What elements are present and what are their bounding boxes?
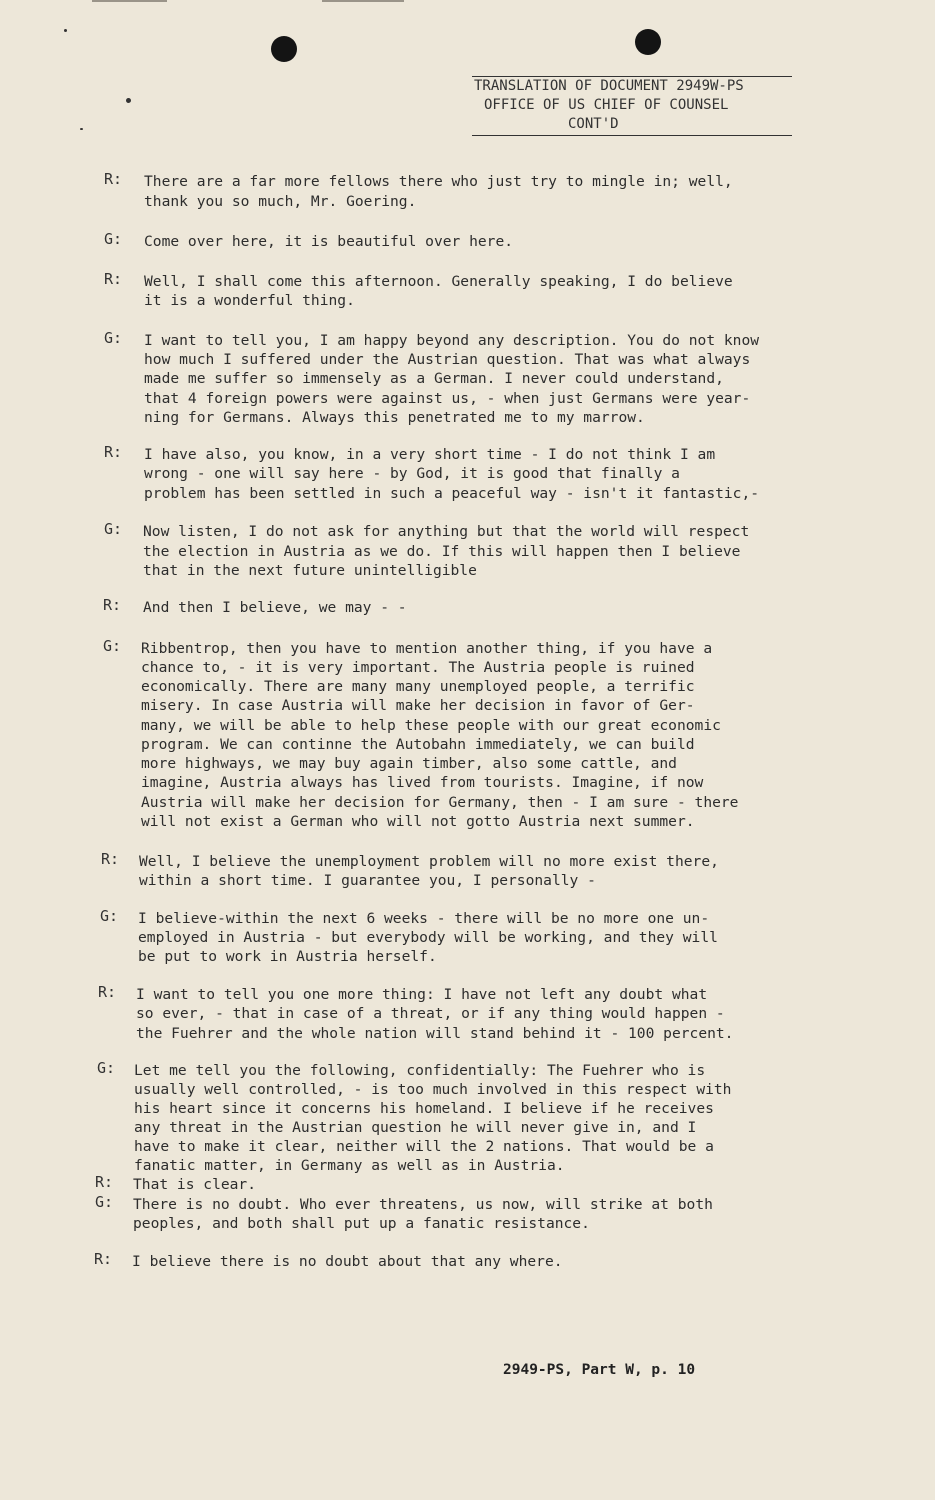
- dialogue-line: program. We can continne the Autobahn immediately, we can build: [141, 736, 695, 753]
- dialogue-line: thank you so much, Mr. Goering.: [144, 193, 417, 210]
- ink-speck: [64, 29, 67, 32]
- dialogue-line: more highways, we may buy again timber, also some cattle, and: [141, 755, 677, 772]
- dialogue-line: it is a wonderful thing.: [144, 292, 355, 309]
- dialogue-line: his heart since it concerns his homeland. I believe if he receives: [134, 1100, 714, 1117]
- dialogue-line: any threat in the Austrian question he will never give in, and I: [134, 1119, 697, 1136]
- dialogue-line: ning for Germans. Always this penetrated me to my marrow.: [144, 409, 645, 426]
- dialogue-line: be put to work in Austria herself.: [138, 948, 437, 965]
- speaker-label: R:: [94, 1250, 113, 1268]
- dialogue-line: Well, I shall come this afternoon. Generally speaking, I do believe: [144, 273, 733, 290]
- page-top-edge: [92, 0, 167, 2]
- dialogue-line: many, we will be able to help these people with our great economic: [141, 717, 721, 734]
- dialogue-line: economically. There are many many unemployed people, a terrific: [141, 678, 695, 695]
- header-continued: CONT'D: [472, 115, 792, 136]
- speaker-label: R:: [101, 850, 120, 868]
- dialogue-line: There are a far more fellows there who just try to mingle in; well,: [144, 173, 733, 190]
- dialogue-line: I want to tell you, I am happy beyond any description. You do not know: [144, 332, 760, 349]
- dialogue-line: imagine, Austria always has lived from tourists. Imagine, if now: [141, 774, 704, 791]
- dialogue-line: have to make it clear, neither will the 2 nations. That would be a: [134, 1138, 714, 1155]
- dialogue-line: I believe there is no doubt about that any where.: [132, 1253, 563, 1270]
- header-title: TRANSLATION OF DOCUMENT 2949W-PS: [472, 76, 792, 96]
- speaker-label: G:: [103, 637, 122, 655]
- dialogue-line: that 4 foreign powers were against us, - when just Germans were year-: [144, 390, 751, 407]
- dialogue-line: problem has been settled in such a peaceful way - isn't it fantastic,-: [144, 485, 760, 502]
- dialogue-line: chance to, - it is very important. The Austria people is ruined: [141, 659, 695, 676]
- speaker-label: G:: [104, 520, 123, 538]
- dialogue-line: Well, I believe the unemployment problem will no more exist there,: [139, 853, 719, 870]
- dialogue-line: the Fuehrer and the whole nation will stand behind it - 100 percent.: [136, 1025, 734, 1042]
- speaker-label: G:: [95, 1193, 114, 1211]
- header-office: OFFICE OF US CHIEF OF COUNSEL: [484, 97, 729, 113]
- dialogue-line: fanatic matter, in Germany as well as in Austria.: [134, 1157, 565, 1174]
- speaker-label: R:: [103, 596, 122, 614]
- speaker-label: G:: [104, 329, 123, 347]
- dialogue-line: usually well controlled, - is too much involved in this respect with: [134, 1081, 732, 1098]
- dialogue-line: how much I suffered under the Austrian question. That was what always: [144, 351, 751, 368]
- dialogue-line: within a short time. I guarantee you, I personally -: [139, 872, 596, 889]
- speaker-label: G:: [100, 907, 119, 925]
- dialogue-line: will not exist a German who will not gotto Austria next summer.: [141, 813, 695, 830]
- speaker-label: R:: [104, 270, 123, 288]
- dialogue-line: Let me tell you the following, confidentially: The Fuehrer who is: [134, 1062, 706, 1079]
- punch-hole: [635, 29, 661, 55]
- dialogue-line: I have also, you know, in a very short time - I do not think I am: [144, 446, 716, 463]
- speaker-label: R:: [98, 983, 117, 1001]
- page-reference: 2949-PS, Part W, p. 10: [503, 1362, 696, 1378]
- dialogue-line: That is clear.: [133, 1176, 257, 1193]
- dialogue-line: I want to tell you one more thing: I have not left any doubt what: [136, 986, 708, 1003]
- dialogue-line: There is no doubt. Who ever threatens, us now, will strike at both: [133, 1196, 713, 1213]
- dialogue-line: I believe-within the next 6 weeks - there will be no more one un-: [138, 910, 710, 927]
- punch-hole: [271, 36, 297, 62]
- dialogue-line: employed in Austria - but everybody will be working, and they will: [138, 929, 718, 946]
- document-header: [472, 76, 792, 136]
- speaker-label: R:: [104, 170, 123, 188]
- page-top-edge: [322, 0, 404, 2]
- speaker-label: R:: [95, 1173, 114, 1191]
- dialogue-line: Austria will make her decision for Germany, then - I am sure - there: [141, 794, 739, 811]
- speaker-label: G:: [97, 1059, 116, 1077]
- dialogue-line: Now listen, I do not ask for anything but that the world will respect: [143, 523, 750, 540]
- dialogue-line: so ever, - that in case of a threat, or if any thing would happen -: [136, 1005, 725, 1022]
- speaker-label: R:: [104, 443, 123, 461]
- dialogue-line: made me suffer so immensely as a German. I never could understand,: [144, 370, 724, 387]
- dialogue-line: Come over here, it is beautiful over here.: [144, 233, 514, 250]
- dialogue-line: wrong - one will say here - by God, it is good that finally a: [144, 465, 680, 482]
- dialogue-line: that in the next future unintelligible: [143, 562, 477, 579]
- dialogue-line: the election in Austria as we do. If this will happen then I believe: [143, 543, 741, 560]
- dialogue-line: peoples, and both shall put up a fanatic resistance.: [133, 1215, 590, 1232]
- ink-speck: [80, 128, 83, 130]
- speaker-label: G:: [104, 230, 123, 248]
- dialogue-line: Ribbentrop, then you have to mention another thing, if you have a: [141, 640, 713, 657]
- ink-speck: [126, 98, 131, 103]
- dialogue-line: And then I believe, we may - -: [143, 599, 407, 616]
- dialogue-line: misery. In case Austria will make her decision in favor of Ger-: [141, 697, 695, 714]
